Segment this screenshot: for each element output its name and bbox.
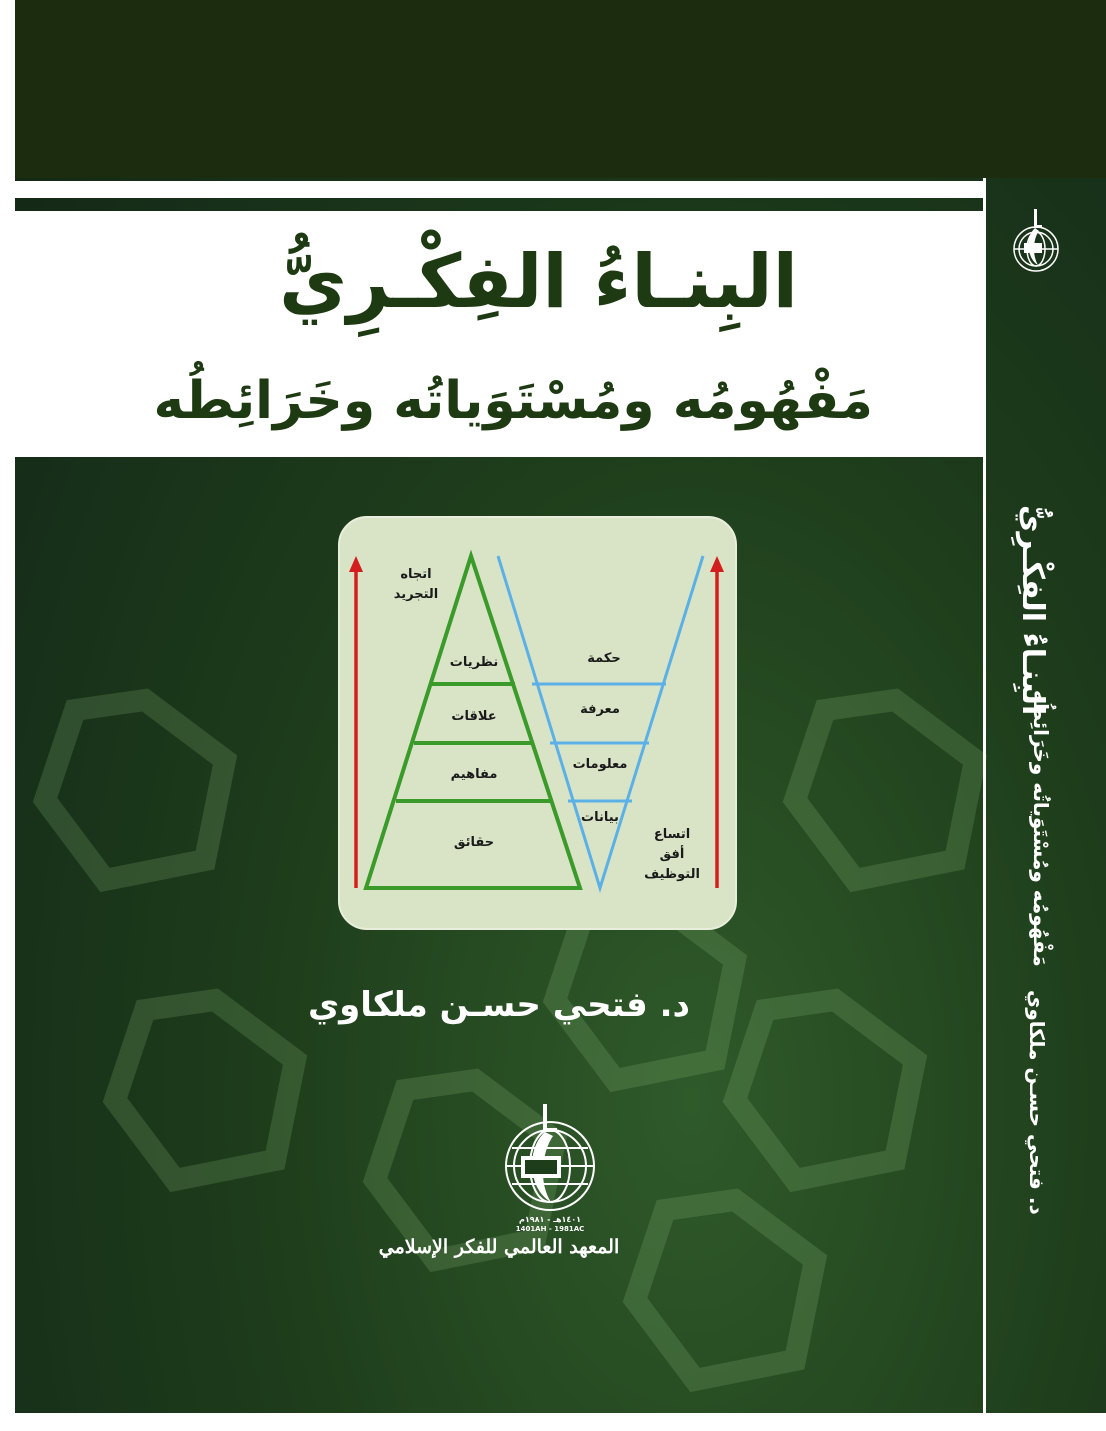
title-panel — [15, 211, 983, 457]
pyramid-level-label: نظريات — [449, 655, 499, 670]
abstraction-label: التجريد — [393, 587, 439, 602]
funnel-level-label: معرفة — [580, 702, 620, 717]
knowledge-diagram — [338, 516, 737, 930]
book-subtitle: مَفْهُومُه ومُسْتَوَياتُه وخَرَائِطُه — [153, 371, 873, 431]
funnel-level-label: معلومات — [572, 757, 628, 772]
publisher-logo — [485, 1098, 615, 1237]
logo-date-arabic: ١٤٠١هـ - ١٩٨١م — [518, 1215, 582, 1224]
spine-author: د. فتحي حسـن ملكاوي — [1025, 990, 1049, 1215]
book-title: البِنـاءُ الفِكْـرِيُّ — [279, 239, 798, 325]
book-cover — [15, 0, 1106, 1413]
expansion-label: اتساع — [653, 827, 691, 842]
logo-date-latin: 1401AH - 1981AC — [515, 1225, 585, 1233]
expansion-label: أفق — [659, 847, 685, 862]
spine-logo — [1005, 205, 1067, 289]
pyramid-level-label: مفاهيم — [450, 767, 498, 782]
abstraction-label: اتجاه — [400, 567, 432, 582]
expansion-label: التوظيف — [644, 867, 700, 882]
funnel-level-label: بيانات — [581, 810, 619, 825]
white-strip — [15, 181, 983, 198]
pyramid-level-label: حقائق — [453, 835, 495, 850]
spine-divider — [983, 178, 986, 1413]
publisher-name: المعهد العالمي للفكر الإسلامي — [378, 1236, 620, 1258]
spine-subtitle: مَفْهُومُه ومُسْتَوَياتُه وخَرَائِطُه — [1029, 690, 1053, 967]
spine-title: البِنـاءُ الفِكْـرِيُّ — [1015, 505, 1050, 716]
author-name: د. فتحي حسـن ملكاوي — [307, 985, 690, 1025]
funnel-level-label: حكمة — [587, 651, 621, 666]
pyramid-level-label: علاقات — [451, 709, 497, 724]
